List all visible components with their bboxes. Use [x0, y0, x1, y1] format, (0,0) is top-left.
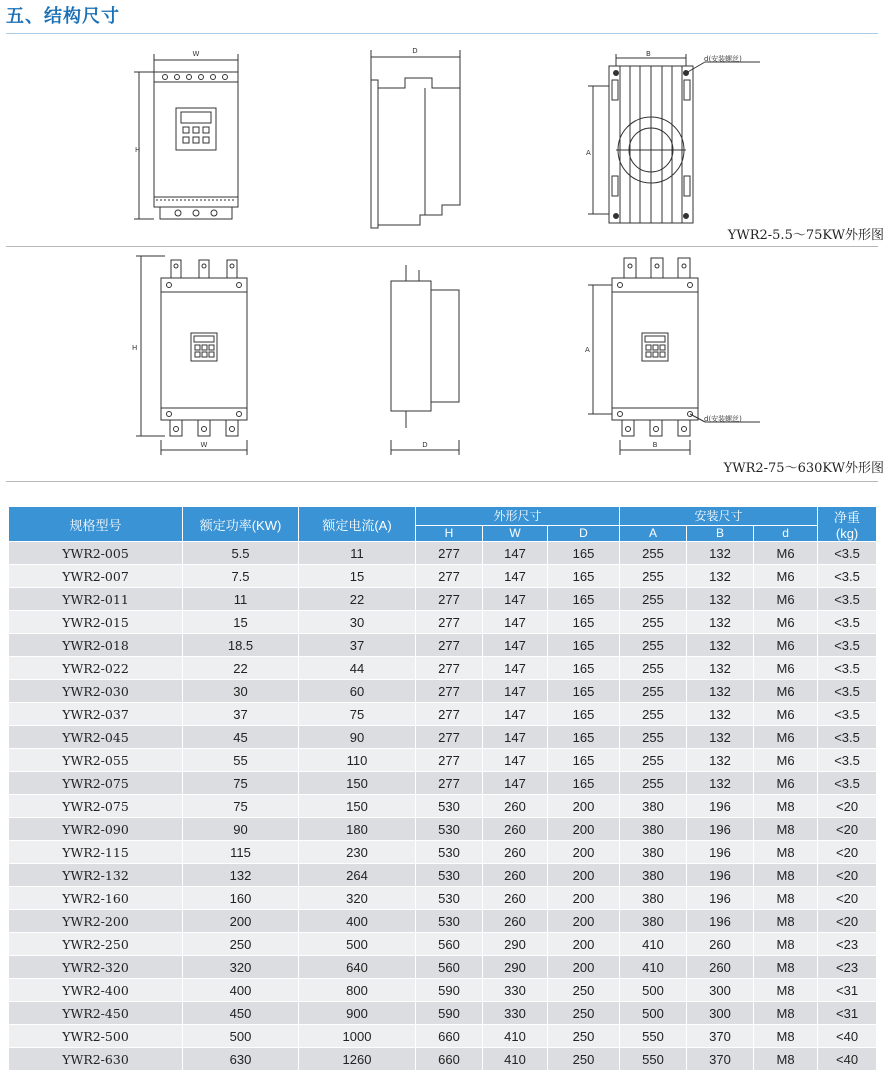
cell-screw: M8 — [754, 910, 818, 933]
table-row — [9, 864, 877, 887]
outline-drawings — [0, 0, 887, 500]
cell-weight: <3.5 — [818, 772, 877, 795]
large-unit-caption: YWR2-75～630KW外形图 — [723, 461, 884, 476]
cell-current: 264 — [299, 864, 416, 887]
cell-model: YWR2-200 — [9, 910, 183, 933]
small-mount-view — [586, 50, 760, 223]
cell-d: 200 — [548, 933, 620, 956]
cell-screw: M8 — [754, 933, 818, 956]
large-mount-d-label: d(安装螺丝) — [704, 415, 742, 423]
cell-w: 147 — [483, 565, 548, 588]
cell-screw: M8 — [754, 841, 818, 864]
cell-weight: <3.5 — [818, 634, 877, 657]
cell-power: 500 — [183, 1025, 299, 1048]
large-front-view — [132, 256, 247, 455]
cell-d: 200 — [548, 864, 620, 887]
large-front-w-label: W — [200, 441, 208, 449]
table-row — [9, 887, 877, 910]
header-b: B — [687, 525, 754, 541]
table-row — [9, 565, 877, 588]
small-front-h-label: H — [135, 146, 141, 154]
cell-power: 22 — [183, 657, 299, 680]
cell-power: 37 — [183, 703, 299, 726]
cell-a: 500 — [620, 1002, 687, 1025]
cell-power: 115 — [183, 841, 299, 864]
cell-power: 200 — [183, 910, 299, 933]
cell-model: YWR2-250 — [9, 933, 183, 956]
spec-table — [8, 506, 877, 1071]
cell-weight: <40 — [818, 1048, 877, 1071]
cell-current: 30 — [299, 611, 416, 634]
cell-current: 37 — [299, 634, 416, 657]
cell-h: 560 — [416, 956, 483, 979]
cell-b: 132 — [687, 542, 754, 565]
cell-d: 165 — [548, 680, 620, 703]
cell-weight: <3.5 — [818, 657, 877, 680]
cell-h: 277 — [416, 680, 483, 703]
cell-screw: M6 — [754, 611, 818, 634]
cell-model: YWR2-045 — [9, 726, 183, 749]
table-row — [9, 1002, 877, 1025]
cell-current: 500 — [299, 933, 416, 956]
cell-model: YWR2-075 — [9, 772, 183, 795]
table-row — [9, 818, 877, 841]
cell-power: 630 — [183, 1048, 299, 1071]
cell-d: 165 — [548, 611, 620, 634]
cell-b: 132 — [687, 749, 754, 772]
cell-screw: M8 — [754, 1025, 818, 1048]
cell-b: 196 — [687, 864, 754, 887]
cell-a: 380 — [620, 864, 687, 887]
cell-a: 380 — [620, 795, 687, 818]
large-side-view — [391, 265, 459, 455]
cell-current: 800 — [299, 979, 416, 1002]
table-row — [9, 979, 877, 1002]
cell-screw: M6 — [754, 726, 818, 749]
cell-d: 200 — [548, 795, 620, 818]
cell-weight: <3.5 — [818, 565, 877, 588]
table-row — [9, 726, 877, 749]
cell-model: YWR2-630 — [9, 1048, 183, 1071]
cell-d: 250 — [548, 979, 620, 1002]
cell-b: 132 — [687, 611, 754, 634]
small-unit-caption: YWR2-5.5～75KW外形图 — [727, 228, 884, 243]
cell-model: YWR2-090 — [9, 818, 183, 841]
cell-current: 180 — [299, 818, 416, 841]
cell-power: 250 — [183, 933, 299, 956]
cell-h: 530 — [416, 887, 483, 910]
cell-a: 255 — [620, 749, 687, 772]
cell-weight: <31 — [818, 979, 877, 1002]
cell-w: 290 — [483, 956, 548, 979]
cell-a: 255 — [620, 611, 687, 634]
cell-h: 530 — [416, 841, 483, 864]
cell-current: 640 — [299, 956, 416, 979]
cell-d: 165 — [548, 726, 620, 749]
small-mount-d-label: d(安装螺丝) — [704, 55, 742, 63]
cell-h: 660 — [416, 1048, 483, 1071]
cell-screw: M8 — [754, 887, 818, 910]
cell-screw: M6 — [754, 703, 818, 726]
cell-model: YWR2-022 — [9, 657, 183, 680]
cell-current: 150 — [299, 772, 416, 795]
table-row — [9, 542, 877, 565]
cell-w: 260 — [483, 864, 548, 887]
cell-w: 147 — [483, 588, 548, 611]
cell-current: 400 — [299, 910, 416, 933]
cell-d: 250 — [548, 1048, 620, 1071]
cell-current: 60 — [299, 680, 416, 703]
cell-b: 132 — [687, 588, 754, 611]
cell-screw: M6 — [754, 772, 818, 795]
cell-model: YWR2-160 — [9, 887, 183, 910]
cell-current: 320 — [299, 887, 416, 910]
cell-w: 147 — [483, 634, 548, 657]
header-install-dims: 安装尺寸 — [620, 507, 818, 526]
cell-b: 260 — [687, 933, 754, 956]
large-mount-b-label: B — [652, 441, 658, 449]
cell-model: YWR2-132 — [9, 864, 183, 887]
cell-b: 300 — [687, 979, 754, 1002]
cell-d: 165 — [548, 634, 620, 657]
cell-current: 75 — [299, 703, 416, 726]
small-mount-a-label: A — [586, 149, 591, 157]
cell-weight: <31 — [818, 1002, 877, 1025]
header-weight-line1: 净重 — [834, 510, 861, 525]
cell-d: 200 — [548, 956, 620, 979]
cell-h: 277 — [416, 726, 483, 749]
cell-d: 250 — [548, 1002, 620, 1025]
table-row — [9, 841, 877, 864]
small-side-d-label: D — [412, 47, 418, 55]
cell-d: 165 — [548, 772, 620, 795]
cell-screw: M8 — [754, 1002, 818, 1025]
cell-h: 277 — [416, 565, 483, 588]
cell-h: 277 — [416, 749, 483, 772]
cell-weight: <3.5 — [818, 611, 877, 634]
cell-a: 255 — [620, 703, 687, 726]
cell-model: YWR2-011 — [9, 588, 183, 611]
cell-h: 530 — [416, 910, 483, 933]
cell-weight: <3.5 — [818, 749, 877, 772]
cell-weight: <20 — [818, 818, 877, 841]
table-row — [9, 910, 877, 933]
cell-b: 132 — [687, 726, 754, 749]
cell-current: 110 — [299, 749, 416, 772]
cell-power: 400 — [183, 979, 299, 1002]
cell-a: 550 — [620, 1025, 687, 1048]
header-outer-dims: 外形尺寸 — [416, 507, 620, 526]
header-weight — [818, 507, 877, 542]
cell-power: 5.5 — [183, 542, 299, 565]
cell-model: YWR2-015 — [9, 611, 183, 634]
cell-d: 165 — [548, 565, 620, 588]
cell-weight: <3.5 — [818, 542, 877, 565]
cell-a: 410 — [620, 933, 687, 956]
header-weight-line2: (kg) — [835, 526, 859, 541]
cell-b: 260 — [687, 956, 754, 979]
table-row — [9, 703, 877, 726]
cell-a: 380 — [620, 818, 687, 841]
cell-weight: <23 — [818, 933, 877, 956]
cell-weight: <3.5 — [818, 726, 877, 749]
table-row — [9, 1048, 877, 1071]
table-row — [9, 933, 877, 956]
cell-model: YWR2-115 — [9, 841, 183, 864]
cell-w: 260 — [483, 795, 548, 818]
cell-d: 250 — [548, 1025, 620, 1048]
cell-model: YWR2-018 — [9, 634, 183, 657]
cell-h: 277 — [416, 772, 483, 795]
cell-screw: M8 — [754, 1048, 818, 1071]
cell-a: 255 — [620, 772, 687, 795]
table-row — [9, 611, 877, 634]
small-side-view — [371, 47, 460, 228]
small-mount-b-label: B — [646, 50, 651, 58]
cell-w: 260 — [483, 841, 548, 864]
cell-screw: M8 — [754, 979, 818, 1002]
cell-w: 147 — [483, 703, 548, 726]
table-row — [9, 588, 877, 611]
header-model: 规格型号 — [9, 507, 183, 542]
cell-current: 230 — [299, 841, 416, 864]
cell-w: 410 — [483, 1025, 548, 1048]
cell-weight: <3.5 — [818, 703, 877, 726]
spec-table-body — [9, 542, 877, 1071]
cell-w: 147 — [483, 680, 548, 703]
cell-w: 260 — [483, 910, 548, 933]
table-row — [9, 795, 877, 818]
cell-h: 277 — [416, 542, 483, 565]
cell-current: 22 — [299, 588, 416, 611]
cell-model: YWR2-400 — [9, 979, 183, 1002]
cell-w: 147 — [483, 657, 548, 680]
table-row — [9, 956, 877, 979]
cell-d: 165 — [548, 703, 620, 726]
cell-h: 277 — [416, 657, 483, 680]
cell-a: 380 — [620, 887, 687, 910]
section-title: 五、结构尺寸 — [6, 6, 120, 27]
cell-b: 196 — [687, 910, 754, 933]
cell-w: 147 — [483, 726, 548, 749]
cell-power: 132 — [183, 864, 299, 887]
header-w: W — [483, 525, 548, 541]
cell-model: YWR2-055 — [9, 749, 183, 772]
cell-w: 290 — [483, 933, 548, 956]
cell-a: 380 — [620, 910, 687, 933]
small-front-view — [134, 50, 238, 219]
cell-w: 410 — [483, 1048, 548, 1071]
large-front-h-label: H — [132, 344, 138, 352]
cell-b: 132 — [687, 565, 754, 588]
cell-current: 900 — [299, 1002, 416, 1025]
header-a: A — [620, 525, 687, 541]
cell-current: 1260 — [299, 1048, 416, 1071]
cell-screw: M6 — [754, 749, 818, 772]
cell-d: 165 — [548, 588, 620, 611]
header-d: D — [548, 525, 620, 541]
cell-w: 260 — [483, 887, 548, 910]
cell-w: 330 — [483, 1002, 548, 1025]
cell-b: 132 — [687, 772, 754, 795]
cell-a: 255 — [620, 588, 687, 611]
cell-power: 45 — [183, 726, 299, 749]
terminal-screws-top — [163, 75, 228, 80]
cell-h: 530 — [416, 864, 483, 887]
cell-screw: M6 — [754, 542, 818, 565]
cell-weight: <3.5 — [818, 588, 877, 611]
cell-a: 255 — [620, 726, 687, 749]
cell-power: 75 — [183, 795, 299, 818]
cell-weight: <20 — [818, 887, 877, 910]
cell-b: 196 — [687, 887, 754, 910]
cell-a: 550 — [620, 1048, 687, 1071]
large-mount-view — [585, 258, 760, 455]
header-h: H — [416, 525, 483, 541]
cell-h: 660 — [416, 1025, 483, 1048]
cell-h: 277 — [416, 703, 483, 726]
cell-model: YWR2-320 — [9, 956, 183, 979]
cell-h: 560 — [416, 933, 483, 956]
cell-w: 147 — [483, 749, 548, 772]
cell-b: 196 — [687, 795, 754, 818]
cell-screw: M6 — [754, 588, 818, 611]
cell-model: YWR2-007 — [9, 565, 183, 588]
cell-model: YWR2-030 — [9, 680, 183, 703]
table-row — [9, 772, 877, 795]
cell-d: 165 — [548, 749, 620, 772]
cell-d: 165 — [548, 542, 620, 565]
cell-h: 277 — [416, 634, 483, 657]
cell-d: 200 — [548, 818, 620, 841]
cell-weight: <20 — [818, 795, 877, 818]
header-power: 额定功率(KW) — [183, 507, 299, 542]
cell-h: 530 — [416, 818, 483, 841]
large-side-d-label: D — [422, 441, 428, 449]
cell-weight: <20 — [818, 841, 877, 864]
cell-a: 380 — [620, 841, 687, 864]
table-row — [9, 634, 877, 657]
table-row — [9, 680, 877, 703]
cell-a: 255 — [620, 565, 687, 588]
cell-current: 15 — [299, 565, 416, 588]
cell-a: 255 — [620, 542, 687, 565]
cell-h: 530 — [416, 795, 483, 818]
cell-weight: <3.5 — [818, 680, 877, 703]
cell-power: 320 — [183, 956, 299, 979]
cell-weight: <20 — [818, 864, 877, 887]
cell-b: 132 — [687, 634, 754, 657]
cell-screw: M8 — [754, 864, 818, 887]
cell-power: 90 — [183, 818, 299, 841]
table-row — [9, 657, 877, 680]
cell-a: 410 — [620, 956, 687, 979]
cell-current: 90 — [299, 726, 416, 749]
cell-d: 200 — [548, 887, 620, 910]
cell-w: 147 — [483, 772, 548, 795]
cell-power: 55 — [183, 749, 299, 772]
cell-w: 330 — [483, 979, 548, 1002]
table-row — [9, 749, 877, 772]
cell-power: 75 — [183, 772, 299, 795]
cell-current: 150 — [299, 795, 416, 818]
cell-power: 450 — [183, 1002, 299, 1025]
cell-model: YWR2-005 — [9, 542, 183, 565]
cell-b: 132 — [687, 680, 754, 703]
cell-w: 260 — [483, 818, 548, 841]
cell-screw: M8 — [754, 956, 818, 979]
cell-b: 196 — [687, 841, 754, 864]
cell-current: 44 — [299, 657, 416, 680]
cell-a: 255 — [620, 680, 687, 703]
cell-model: YWR2-037 — [9, 703, 183, 726]
header-current: 额定电流(A) — [299, 507, 416, 542]
cell-screw: M8 — [754, 818, 818, 841]
cell-a: 255 — [620, 657, 687, 680]
cell-weight: <20 — [818, 910, 877, 933]
cell-power: 7.5 — [183, 565, 299, 588]
cell-b: 132 — [687, 703, 754, 726]
cell-screw: M6 — [754, 657, 818, 680]
cell-a: 500 — [620, 979, 687, 1002]
table-row — [9, 1025, 877, 1048]
cell-b: 370 — [687, 1025, 754, 1048]
cell-w: 147 — [483, 611, 548, 634]
cell-power: 15 — [183, 611, 299, 634]
cell-screw: M6 — [754, 634, 818, 657]
cell-w: 147 — [483, 542, 548, 565]
cell-model: YWR2-450 — [9, 1002, 183, 1025]
cell-a: 255 — [620, 634, 687, 657]
cell-h: 277 — [416, 611, 483, 634]
cell-weight: <40 — [818, 1025, 877, 1048]
cell-model: YWR2-075 — [9, 795, 183, 818]
cell-current: 11 — [299, 542, 416, 565]
cell-h: 277 — [416, 588, 483, 611]
cell-screw: M6 — [754, 680, 818, 703]
cell-power: 11 — [183, 588, 299, 611]
cell-power: 30 — [183, 680, 299, 703]
cell-b: 132 — [687, 657, 754, 680]
small-front-w-label: W — [192, 50, 200, 58]
cell-power: 160 — [183, 887, 299, 910]
header-dd: d — [754, 525, 818, 541]
cell-model: YWR2-500 — [9, 1025, 183, 1048]
cell-d: 165 — [548, 657, 620, 680]
cell-power: 18.5 — [183, 634, 299, 657]
cell-h: 590 — [416, 1002, 483, 1025]
cell-screw: M6 — [754, 565, 818, 588]
cell-b: 196 — [687, 818, 754, 841]
cell-current: 1000 — [299, 1025, 416, 1048]
cell-weight: <23 — [818, 956, 877, 979]
large-mount-a-label: A — [585, 346, 590, 354]
cell-b: 370 — [687, 1048, 754, 1071]
cell-d: 200 — [548, 910, 620, 933]
cell-b: 300 — [687, 1002, 754, 1025]
cell-d: 200 — [548, 841, 620, 864]
cell-h: 590 — [416, 979, 483, 1002]
cell-screw: M8 — [754, 795, 818, 818]
